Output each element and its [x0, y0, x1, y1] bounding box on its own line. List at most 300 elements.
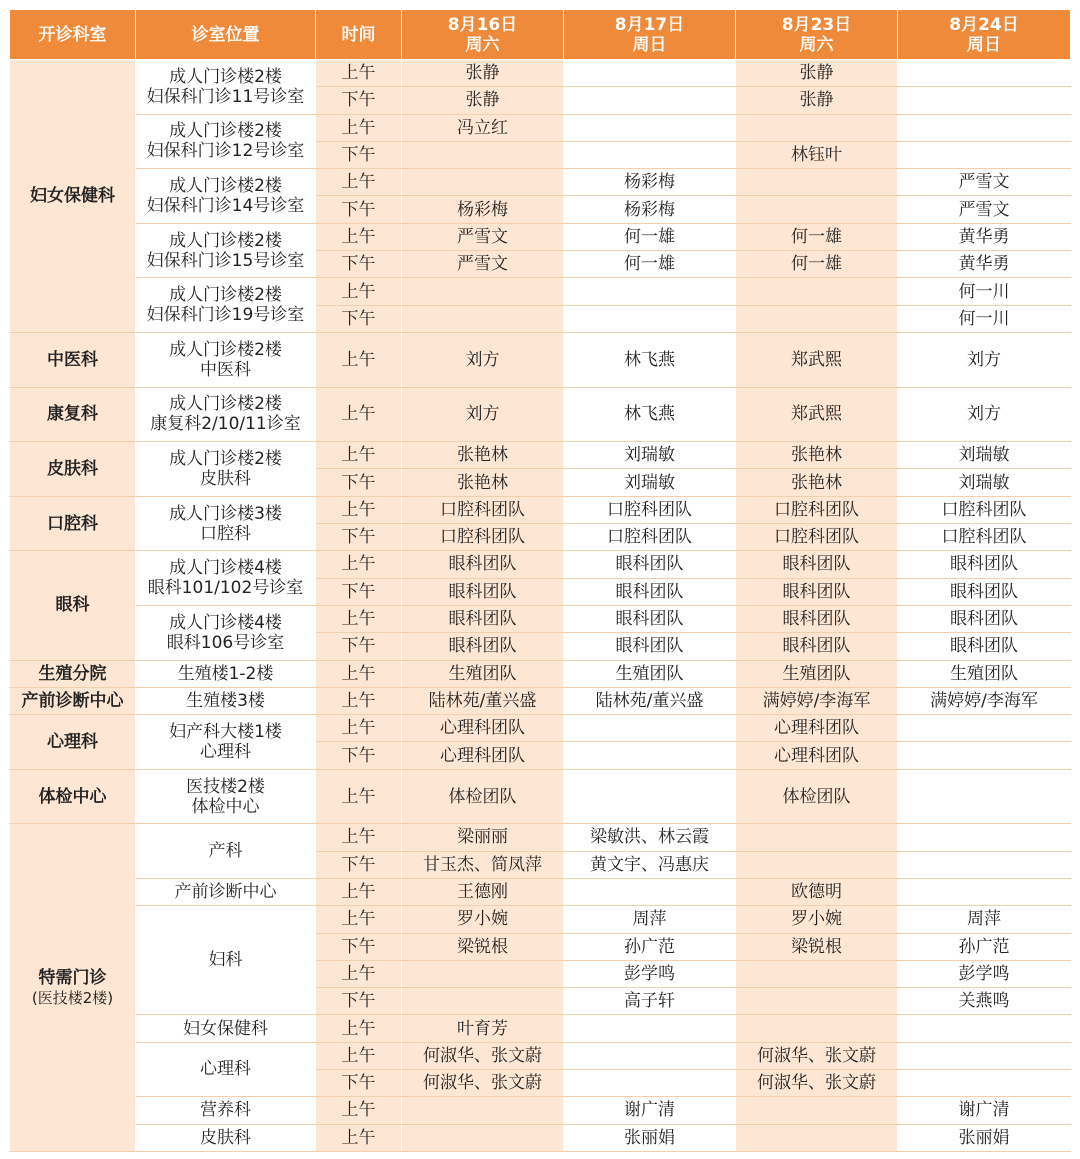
- doctor-cell: 何淑华、张文蔚: [736, 1069, 898, 1096]
- doctor-cell: 刘方: [402, 332, 564, 387]
- doctor-cell: 孙广范: [898, 933, 1071, 960]
- location-cell: [136, 1097, 316, 1124]
- doctor-cell: [564, 878, 736, 905]
- doctor-cell: 何淑华、张文蔚: [736, 1042, 898, 1069]
- header-date: 8月16日: [447, 14, 518, 35]
- table-row: [10, 442, 1071, 469]
- table-row: [10, 605, 1071, 632]
- location-line: 体检中心: [191, 796, 260, 817]
- doctor-cell: 刘瑞敏: [564, 469, 736, 496]
- doctor-cell: 满婷婷/李海军: [736, 687, 898, 714]
- location-line: 中医科: [200, 359, 251, 380]
- location-line: 成人门诊楼2楼: [169, 230, 282, 251]
- doctor-cell: 心理科团队: [736, 715, 898, 742]
- doctor-cell: [564, 87, 736, 114]
- doctor-cell: 郑武熙: [736, 387, 898, 442]
- doctor-cell: 梁锐根: [402, 933, 564, 960]
- location-line: 成人门诊楼2楼: [169, 394, 282, 415]
- department-cell: [10, 442, 136, 497]
- department-name: 特需门诊: [38, 967, 107, 988]
- time-cell: 上午: [316, 332, 402, 387]
- table-row: [10, 687, 1071, 714]
- doctor-cell: [402, 1097, 564, 1124]
- doctor-cell: 刘瑞敏: [898, 469, 1071, 496]
- location-cell: [136, 1015, 316, 1042]
- doctor-cell: [564, 715, 736, 742]
- time-cell: 上午: [316, 1042, 402, 1069]
- table-row: [10, 769, 1071, 796]
- doctor-cell: [402, 305, 564, 332]
- doctor-cell: 严雪文: [898, 196, 1071, 223]
- doctor-cell: [402, 1124, 564, 1151]
- doctor-cell: 张丽娟: [898, 1124, 1071, 1151]
- doctor-cell: 何一川: [898, 305, 1071, 332]
- location-line: 产前诊断中心: [174, 882, 277, 903]
- doctor-cell: 口腔科团队: [898, 524, 1071, 551]
- location-line: 成人门诊楼2楼: [169, 285, 282, 306]
- doctor-cell: [898, 1015, 1071, 1042]
- location-line: 成人门诊楼2楼: [169, 121, 282, 142]
- time-cell: 上午: [316, 1097, 402, 1124]
- table-row: [10, 387, 1071, 414]
- location-cell: [136, 660, 316, 687]
- time-cell: 上午: [316, 715, 402, 742]
- department-cell: [10, 660, 136, 687]
- doctor-cell: 张艳林: [736, 469, 898, 496]
- doctor-cell: 体检团队: [402, 769, 564, 824]
- department-name: 心理科: [47, 731, 98, 752]
- doctor-cell: 眼科团队: [898, 605, 1071, 632]
- table-row: [10, 1015, 1071, 1042]
- header-weekday: 周日: [632, 34, 667, 55]
- location-cell: [136, 223, 316, 278]
- location-line: 营养科: [200, 1100, 251, 1121]
- doctor-cell: 生殖团队: [564, 660, 736, 687]
- doctor-cell: 眼科团队: [898, 633, 1071, 660]
- doctor-cell: [736, 824, 898, 851]
- department-note: (医技楼2楼): [31, 988, 114, 1007]
- doctor-cell: [402, 141, 564, 168]
- doctor-cell: 眼科团队: [564, 605, 736, 632]
- table-row: [10, 278, 1071, 305]
- doctor-cell: 张静: [736, 60, 898, 87]
- table-row: [10, 551, 1071, 578]
- location-line: 心理科: [200, 741, 251, 762]
- doctor-cell: 何淑华、张文蔚: [402, 1042, 564, 1069]
- doctor-cell: [564, 1069, 736, 1096]
- time-cell: 上午: [316, 496, 402, 523]
- header-weekday: 周六: [799, 34, 834, 55]
- department-cell: [10, 551, 136, 660]
- time-cell: 上午: [316, 1015, 402, 1042]
- doctor-cell: [736, 278, 898, 305]
- doctor-cell: 黄华勇: [898, 251, 1071, 278]
- doctor-cell: 刘方: [898, 332, 1071, 387]
- table-row: [10, 496, 1071, 523]
- doctor-cell: 林飞燕: [564, 387, 736, 442]
- table-row: [10, 1042, 1071, 1069]
- department-cell: [10, 824, 136, 1152]
- location-line: 产科: [208, 841, 243, 862]
- doctor-cell: [736, 1015, 898, 1042]
- doctor-cell: 冯立红: [402, 114, 564, 141]
- doctor-cell: 眼科团队: [736, 605, 898, 632]
- doctor-cell: 眼科团队: [736, 578, 898, 605]
- doctor-cell: 心理科团队: [736, 742, 898, 769]
- header-date-3: [736, 10, 898, 60]
- department-cell: [10, 769, 136, 824]
- time-cell: 下午: [316, 196, 402, 223]
- location-line: 眼科101/102号诊室: [147, 578, 304, 599]
- doctor-cell: 张艳林: [402, 469, 564, 496]
- time-cell: 下午: [316, 851, 402, 878]
- doctor-cell: 口腔科团队: [402, 524, 564, 551]
- doctor-cell: 心理科团队: [402, 742, 564, 769]
- time-cell: 下午: [316, 578, 402, 605]
- department-cell: [10, 496, 136, 551]
- doctor-cell: 眼科团队: [736, 633, 898, 660]
- doctor-cell: [898, 87, 1071, 114]
- doctor-cell: 黄华勇: [898, 223, 1071, 250]
- time-cell: 下午: [316, 305, 402, 332]
- time-cell: 上午: [316, 605, 402, 632]
- location-line: 心理科: [200, 1059, 251, 1080]
- time-cell: 上午: [316, 824, 402, 851]
- table-row: [10, 1124, 1071, 1151]
- department-cell: [10, 60, 136, 333]
- table-row: [10, 906, 1071, 933]
- doctor-cell: 口腔科团队: [898, 496, 1071, 523]
- doctor-cell: [898, 715, 1071, 742]
- time-cell: 上午: [316, 551, 402, 578]
- doctor-cell: 杨彩梅: [564, 169, 736, 196]
- location-line: 口腔科: [200, 523, 251, 544]
- doctor-cell: 欧德明: [736, 878, 898, 905]
- doctor-cell: 何一雄: [564, 251, 736, 278]
- doctor-cell: [736, 114, 898, 141]
- time-cell: 下午: [316, 1069, 402, 1096]
- doctor-cell: [898, 769, 1071, 824]
- doctor-cell: [898, 1069, 1071, 1096]
- department-cell: [10, 332, 136, 387]
- doctor-cell: [564, 1015, 736, 1042]
- doctor-cell: [736, 851, 898, 878]
- doctor-cell: 刘瑞敏: [898, 442, 1071, 469]
- doctor-cell: 眼科团队: [564, 578, 736, 605]
- doctor-cell: 张静: [736, 87, 898, 114]
- doctor-cell: [736, 1097, 898, 1124]
- doctor-cell: [898, 851, 1071, 878]
- doctor-cell: 口腔科团队: [736, 496, 898, 523]
- doctor-cell: 口腔科团队: [736, 524, 898, 551]
- table-row: [10, 223, 1071, 250]
- location-cell: [136, 769, 316, 824]
- doctor-cell: [736, 169, 898, 196]
- location-cell: [136, 1042, 316, 1097]
- time-cell: 上午: [316, 442, 402, 469]
- doctor-cell: 陆林苑/董兴盛: [402, 687, 564, 714]
- time-cell: 下午: [316, 633, 402, 660]
- doctor-cell: 张静: [402, 87, 564, 114]
- department-name: 口腔科: [47, 513, 98, 534]
- doctor-cell: 周萍: [564, 906, 736, 933]
- time-cell: 上午: [316, 878, 402, 905]
- doctor-cell: [564, 305, 736, 332]
- department-cell: [10, 715, 136, 770]
- department-name: 皮肤科: [47, 458, 98, 479]
- doctor-cell: [736, 196, 898, 223]
- doctor-cell: [564, 1042, 736, 1069]
- location-line: 妇科: [208, 950, 243, 971]
- location-cell: [136, 1124, 316, 1151]
- location-line: 成人门诊楼2楼: [169, 66, 282, 87]
- table-row: [10, 169, 1071, 196]
- doctor-cell: [736, 988, 898, 1015]
- doctor-cell: 杨彩梅: [564, 196, 736, 223]
- doctor-cell: 眼科团队: [898, 551, 1071, 578]
- location-cell: [136, 906, 316, 1015]
- doctor-cell: 张艳林: [736, 442, 898, 469]
- doctor-cell: [564, 769, 736, 824]
- header-location: 诊室位置: [136, 10, 316, 60]
- doctor-cell: [564, 114, 736, 141]
- time-cell: 下午: [316, 251, 402, 278]
- time-cell: 上午: [316, 387, 402, 442]
- location-line: 成人门诊楼4楼: [169, 612, 282, 633]
- doctor-cell: 何淑华、张文蔚: [402, 1069, 564, 1096]
- location-cell: [136, 60, 316, 115]
- time-cell: 下午: [316, 141, 402, 168]
- time-cell: 下午: [316, 469, 402, 496]
- clinic-schedule-table: [9, 9, 1071, 1152]
- time-cell: 上午: [316, 769, 402, 824]
- location-line: 皮肤科: [200, 468, 251, 489]
- location-line: 生殖楼3楼: [186, 690, 265, 711]
- doctor-cell: [898, 141, 1071, 168]
- time-cell: 上午: [316, 223, 402, 250]
- doctor-cell: 彭学鸣: [564, 960, 736, 987]
- doctor-cell: [898, 878, 1071, 905]
- doctor-cell: [898, 114, 1071, 141]
- doctor-cell: 黄文宇、冯惠庆: [564, 851, 736, 878]
- doctor-cell: 眼科团队: [898, 578, 1071, 605]
- location-line: 成人门诊楼2楼: [169, 339, 282, 360]
- doctor-cell: 严雪文: [402, 223, 564, 250]
- time-cell: 上午: [316, 169, 402, 196]
- location-line: 妇保科门诊12号诊室: [146, 141, 305, 162]
- doctor-cell: [898, 742, 1071, 769]
- location-line: 生殖楼1-2楼: [177, 663, 274, 684]
- doctor-cell: 高子轩: [564, 988, 736, 1015]
- location-cell: [136, 687, 316, 714]
- time-cell: 下午: [316, 87, 402, 114]
- time-cell: 上午: [316, 687, 402, 714]
- location-line: 妇保科门诊11号诊室: [146, 86, 305, 107]
- doctor-cell: [402, 278, 564, 305]
- doctor-cell: 何一川: [898, 278, 1071, 305]
- doctor-cell: 刘方: [402, 387, 564, 442]
- location-line: 妇女保健科: [183, 1018, 268, 1039]
- doctor-cell: 梁锐根: [736, 933, 898, 960]
- doctor-cell: [736, 1124, 898, 1151]
- doctor-cell: 眼科团队: [736, 551, 898, 578]
- doctor-cell: [736, 960, 898, 987]
- doctor-cell: 周萍: [898, 906, 1071, 933]
- header-date: 8月23日: [781, 14, 852, 35]
- table-row: [10, 1097, 1071, 1124]
- time-cell: 下午: [316, 933, 402, 960]
- header-date: 8月17日: [614, 14, 685, 35]
- doctor-cell: 生殖团队: [402, 660, 564, 687]
- location-cell: [136, 114, 316, 169]
- doctor-cell: 关燕鸣: [898, 988, 1071, 1015]
- department-name: 中医科: [47, 349, 98, 370]
- header-date: 8月24日: [949, 14, 1019, 35]
- location-line: 医技楼2楼: [186, 776, 265, 797]
- time-cell: 上午: [316, 960, 402, 987]
- time-cell: 上午: [316, 660, 402, 687]
- doctor-cell: 张丽娟: [564, 1124, 736, 1151]
- time-cell: 上午: [316, 60, 402, 87]
- time-cell: 上午: [316, 906, 402, 933]
- location-cell: [136, 878, 316, 905]
- location-cell: [136, 715, 316, 770]
- location-line: 妇产科大楼1楼: [169, 721, 282, 742]
- doctor-cell: [564, 141, 736, 168]
- doctor-cell: 刘瑞敏: [564, 442, 736, 469]
- header-date-1: [402, 10, 564, 60]
- table-row: [10, 878, 1071, 905]
- location-line: 康复科2/10/11诊室: [150, 414, 301, 435]
- doctor-cell: [564, 60, 736, 87]
- time-cell: 上午: [316, 1124, 402, 1151]
- location-line: 眼科106号诊室: [166, 632, 285, 653]
- doctor-cell: 严雪文: [898, 169, 1071, 196]
- header-date-2: [564, 10, 736, 60]
- location-cell: [136, 332, 316, 387]
- doctor-cell: 体检团队: [736, 769, 898, 824]
- doctor-cell: 眼科团队: [402, 578, 564, 605]
- table-body: [10, 60, 1071, 1152]
- header-weekday: 周六: [465, 34, 500, 55]
- doctor-cell: 张静: [402, 60, 564, 87]
- doctor-cell: 口腔科团队: [564, 496, 736, 523]
- department-cell: [10, 387, 136, 442]
- doctor-cell: 孙广范: [564, 933, 736, 960]
- table-row: [10, 715, 1071, 742]
- doctor-cell: 罗小婉: [736, 906, 898, 933]
- doctor-cell: [898, 60, 1071, 87]
- doctor-cell: 口腔科团队: [402, 496, 564, 523]
- location-line: 成人门诊楼2楼: [169, 448, 282, 469]
- doctor-cell: 刘方: [898, 387, 1071, 442]
- location-cell: [136, 278, 316, 333]
- time-cell: 下午: [316, 742, 402, 769]
- doctor-cell: 王德刚: [402, 878, 564, 905]
- doctor-cell: 何一雄: [736, 223, 898, 250]
- doctor-cell: 生殖团队: [898, 660, 1071, 687]
- location-line: 妇保科门诊15号诊室: [146, 250, 305, 271]
- doctor-cell: 眼科团队: [564, 551, 736, 578]
- department-name: 妇女保健科: [30, 185, 115, 206]
- doctor-cell: 严雪文: [402, 251, 564, 278]
- doctor-cell: 眼科团队: [402, 633, 564, 660]
- doctor-cell: 心理科团队: [402, 715, 564, 742]
- location-cell: [136, 387, 316, 442]
- header-time: 时间: [316, 10, 402, 60]
- doctor-cell: 杨彩梅: [402, 196, 564, 223]
- location-cell: [136, 442, 316, 497]
- department-cell: [10, 687, 136, 714]
- location-cell: [136, 824, 316, 879]
- doctor-cell: 眼科团队: [402, 605, 564, 632]
- department-name: 眼科: [55, 595, 90, 616]
- doctor-cell: 满婷婷/李海军: [898, 687, 1071, 714]
- doctor-cell: 谢广清: [564, 1097, 736, 1124]
- time-cell: 下午: [316, 988, 402, 1015]
- doctor-cell: 陆林苑/董兴盛: [564, 687, 736, 714]
- doctor-cell: 梁敏洪、林云霞: [564, 824, 736, 851]
- time-cell: 上午: [316, 278, 402, 305]
- doctor-cell: 生殖团队: [736, 660, 898, 687]
- time-cell: 下午: [316, 524, 402, 551]
- location-cell: [136, 605, 316, 660]
- doctor-cell: 彭学鸣: [898, 960, 1071, 987]
- doctor-cell: [564, 742, 736, 769]
- location-line: 成人门诊楼3楼: [169, 503, 282, 524]
- department-name: 生殖分院: [38, 663, 107, 684]
- doctor-cell: [402, 988, 564, 1015]
- location-line: 皮肤科: [200, 1127, 251, 1148]
- doctor-cell: [898, 824, 1071, 851]
- doctor-cell: 张艳林: [402, 442, 564, 469]
- doctor-cell: 眼科团队: [402, 551, 564, 578]
- header-date-4: [898, 10, 1071, 60]
- doctor-cell: 何一雄: [736, 251, 898, 278]
- table-row: [10, 60, 1071, 87]
- doctor-cell: 梁丽丽: [402, 824, 564, 851]
- doctor-cell: [898, 1042, 1071, 1069]
- department-name: 体检中心: [38, 786, 107, 807]
- location-line: 成人门诊楼4楼: [169, 558, 282, 579]
- doctor-cell: 谢广清: [898, 1097, 1071, 1124]
- location-cell: [136, 551, 316, 606]
- location-cell: [136, 496, 316, 551]
- doctor-cell: 叶育芳: [402, 1015, 564, 1042]
- header-department: 开诊科室: [10, 10, 136, 60]
- doctor-cell: 郑武熙: [736, 332, 898, 387]
- doctor-cell: 口腔科团队: [564, 524, 736, 551]
- doctor-cell: [564, 278, 736, 305]
- location-line: 妇保科门诊14号诊室: [146, 195, 305, 216]
- doctor-cell: [736, 305, 898, 332]
- doctor-cell: 林飞燕: [564, 332, 736, 387]
- location-cell: [136, 169, 316, 224]
- doctor-cell: 罗小婉: [402, 906, 564, 933]
- doctor-cell: 何一雄: [564, 223, 736, 250]
- location-line: 成人门诊楼2楼: [169, 175, 282, 196]
- doctor-cell: 眼科团队: [564, 633, 736, 660]
- doctor-cell: 林钰叶: [736, 141, 898, 168]
- table-row: [10, 332, 1071, 359]
- table-row: [10, 660, 1071, 687]
- header-weekday: 周日: [967, 34, 1001, 55]
- table-row: [10, 114, 1071, 141]
- doctor-cell: [402, 169, 564, 196]
- table-row: [10, 824, 1071, 851]
- department-name: 康复科: [47, 404, 98, 425]
- doctor-cell: [402, 960, 564, 987]
